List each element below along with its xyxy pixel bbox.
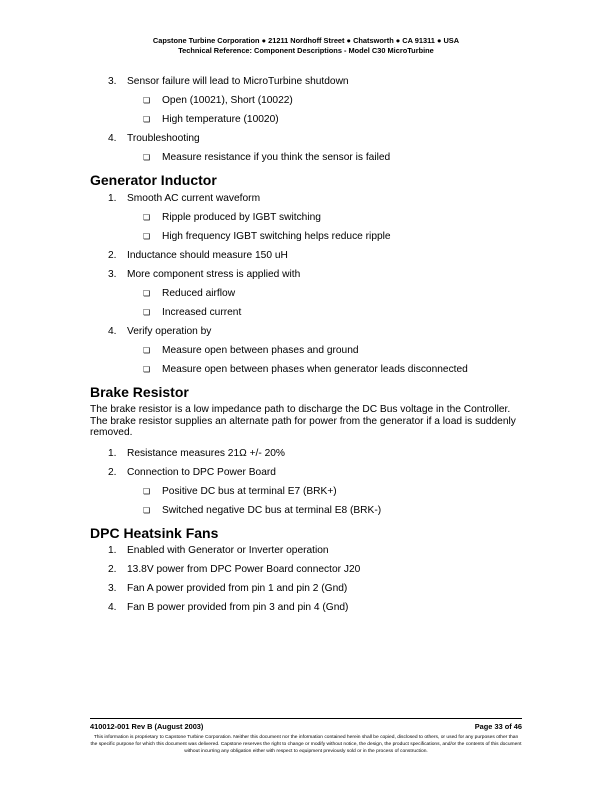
item-text: Fan B power provided from pin 3 and pin 4 (Gnd) (127, 601, 349, 613)
list-item (90, 76, 530, 88)
bullet-text: High temperature (10020) (162, 114, 279, 125)
item-number: 4. (108, 133, 117, 144)
bullet-text: Measure resistance if you think the sensor is failed (162, 152, 391, 163)
list-item (90, 545, 530, 557)
bullet-item (90, 486, 530, 498)
bullet-text: Increased current (162, 307, 242, 318)
item-number: 4. (108, 326, 117, 337)
item-number: 1. (108, 447, 117, 459)
bullet-item (90, 345, 530, 357)
bullet-item (90, 114, 530, 126)
checkbox-bullet-icon: ❏ (143, 486, 151, 496)
item-text: Troubleshooting (127, 133, 200, 144)
list-item (90, 448, 530, 460)
list-item (90, 602, 530, 614)
bullet-item (90, 364, 530, 376)
item-number: 3. (108, 269, 117, 280)
item-text: Verify operation by (127, 326, 212, 337)
header-title-line: Technical Reference: Component Descriptions - Model C30 MicroTurbine (178, 46, 434, 55)
list-item (90, 564, 530, 576)
list-item (90, 467, 530, 479)
page-content (90, 76, 530, 614)
bullet-item (90, 95, 530, 107)
checkbox-bullet-icon: ❏ (143, 213, 151, 222)
section-heading-brake-resistor: Brake Resistor (90, 384, 189, 400)
footer-doc-id: 410012-001 Rev B (August 2003) (90, 722, 204, 731)
item-number: 3. (108, 582, 117, 594)
checkbox-bullet-icon: ❏ (143, 505, 151, 515)
checkbox-bullet-icon: ❏ (143, 308, 151, 317)
list-item (90, 269, 530, 281)
brake-resistor-list (90, 448, 530, 517)
item-text: Resistance measures 21Ω +/- 20% (127, 447, 285, 459)
page-header (0, 36, 612, 56)
bullet-text: Reduced airflow (162, 288, 236, 299)
section-heading-generator-inductor: Generator Inductor (90, 172, 217, 188)
bullet-item (90, 152, 530, 164)
bullet-text: Positive DC bus at terminal E7 (BRK+) (162, 485, 337, 497)
bullet-item (90, 212, 530, 224)
bullet-item (90, 288, 530, 300)
item-number: 4. (108, 601, 117, 613)
checkbox-bullet-icon: ❏ (143, 289, 151, 298)
checkbox-bullet-icon: ❏ (143, 365, 151, 374)
item-text: More component stress is applied with (127, 269, 301, 280)
bullet-item (90, 231, 530, 243)
section-heading-dpc-heatsink-fans: DPC Heatsink Fans (90, 524, 219, 541)
checkbox-bullet-icon: ❏ (143, 115, 151, 124)
footer-divider (90, 718, 522, 719)
item-text: Connection to DPC Power Board (127, 466, 276, 478)
dpc-fans-list (90, 545, 530, 614)
item-number: 2. (108, 563, 117, 575)
footer-page-number: Page 33 of 46 (474, 722, 522, 731)
checkbox-bullet-icon: ❏ (143, 153, 151, 162)
item-text: Enabled with Generator or Inverter operation (127, 544, 329, 556)
brake-resistor-paragraph: The brake resistor is a low impedance path to discharge the DC Bus voltage in the Controller. The brake resistor supplies an alternate path for power from the generator if a load is suddenly removed. (90, 404, 516, 438)
footer-disclaimer: This information is proprietary to Capstone Turbine Corporation. Neither this document nor the information contained herein shall be copied, disclosed to others, or used for any purposes other than the specific purpose for which this document was delivered. Capstone reserves the right to change or modify without notice, the design, the product specifications, and/or the contents of this document without incurring any obligation either with respect to equipment previously sold or in the process of construction. (90, 735, 522, 754)
bullet-text: High frequency IGBT switching helps reduce ripple (162, 231, 391, 242)
item-text: Smooth AC current waveform (127, 193, 261, 204)
list-item (90, 583, 530, 595)
intro-list (90, 76, 530, 164)
item-text: Fan A power provided from pin 1 and pin 2 (Gnd) (127, 582, 348, 594)
bullet-text: Ripple produced by IGBT switching (162, 212, 321, 223)
item-number: 3. (108, 76, 117, 87)
item-number: 1. (108, 193, 117, 204)
checkbox-bullet-icon: ❏ (143, 232, 151, 241)
checkbox-bullet-icon: ❏ (143, 96, 151, 105)
bullet-text: Measure open between phases when generator leads disconnected (162, 364, 468, 375)
header-company-line: Capstone Turbine Corporation ● 21211 Nordhoff Street ● Chatsworth ● CA 91311 ● USA (152, 36, 460, 45)
generator-inductor-list (90, 193, 530, 376)
list-item (90, 133, 530, 145)
item-number: 1. (108, 544, 117, 556)
list-item (90, 326, 530, 338)
item-text: 13.8V power from DPC Power Board connector J20 (127, 563, 361, 575)
bullet-text: Switched negative DC bus at terminal E8 (BRK-) (162, 504, 382, 516)
item-number: 2. (108, 466, 117, 478)
bullet-text: Measure open between phases and ground (162, 345, 359, 356)
list-item (90, 250, 530, 262)
item-text: Sensor failure will lead to MicroTurbine shutdown (127, 76, 349, 87)
bullet-item (90, 307, 530, 319)
checkbox-bullet-icon: ❏ (143, 346, 151, 355)
item-number: 2. (108, 250, 117, 261)
item-text: Inductance should measure 150 uH (127, 250, 288, 261)
list-item (90, 193, 530, 205)
bullet-item (90, 505, 530, 517)
bullet-text: Open (10021), Short (10022) (162, 95, 293, 106)
